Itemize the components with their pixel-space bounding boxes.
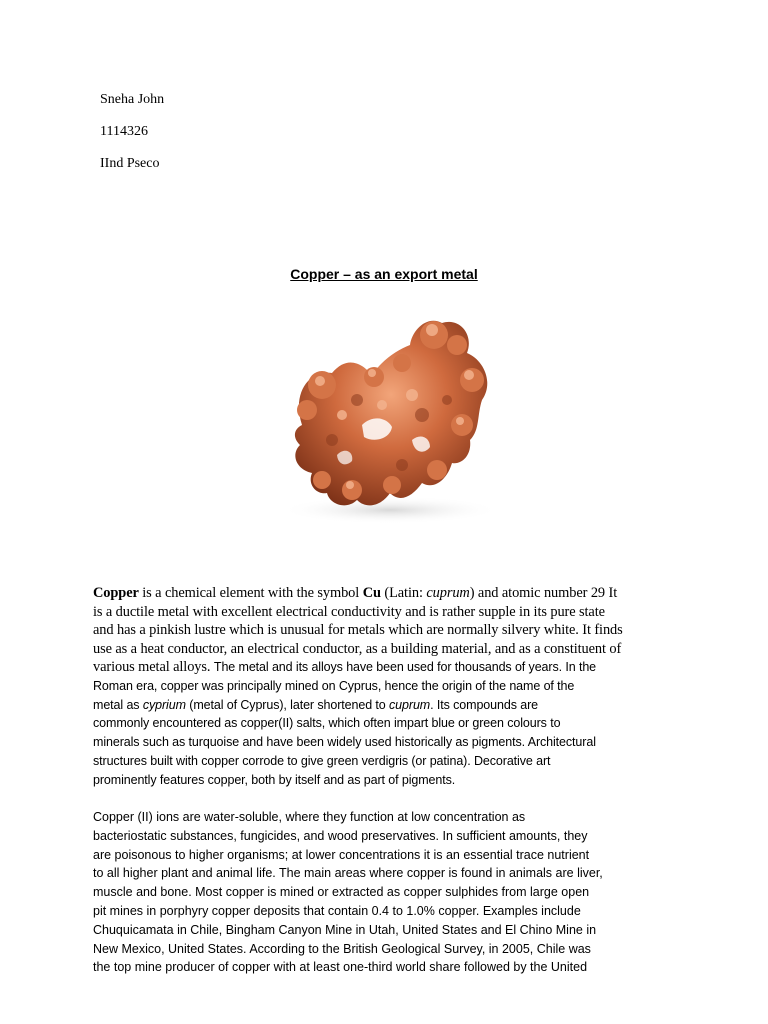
paragraph2-line-6: pit mines in porphyry copper deposits that contain 0.4 to 1.0% copper. Examples include xyxy=(93,903,581,918)
paragraph1-line-5 xyxy=(93,658,683,677)
student-id: 1114326 xyxy=(100,124,148,139)
text-span: various metal alloys. xyxy=(93,659,214,675)
paragraph1-line-4: use as a heat conductor, an electrical conductor, as a building material, and as a constituent of xyxy=(93,640,622,657)
italic-cuprum: cuprum xyxy=(389,697,431,712)
author-name: Sneha John xyxy=(100,92,165,107)
paragraph1-line-1 xyxy=(93,584,683,603)
paragraph1-line-11: prominently features copper, both by itself and as part of pigments. xyxy=(93,772,456,787)
paragraph2-line-2: bacteriostatic substances, fungicides, and wood preservatives. In sufficient amounts, they xyxy=(93,828,588,843)
class-name: IInd Pseco xyxy=(100,156,160,171)
paragraph-copper-ions xyxy=(93,808,683,977)
text-span: is a chemical element with the symbol xyxy=(138,585,363,601)
paragraph2-line-9: the top mine producer of copper with at least one-third world share followed by the United xyxy=(93,960,588,975)
paragraph2-line-5: muscle and bone. Most copper is mined or extracted as copper sulphides from large open xyxy=(93,885,590,900)
text-span: The metal and its alloys have been used for thousands of years. In the xyxy=(213,660,597,674)
symbol-cu: Cu xyxy=(362,585,381,601)
text-span: . Its compounds are xyxy=(430,697,539,712)
text-span: (metal of Cyprus), later shortened to xyxy=(185,697,390,712)
text-span: ) and atomic number 29 It xyxy=(469,585,618,601)
paragraph-copper-intro xyxy=(93,584,683,790)
text-span: metal as xyxy=(93,697,143,712)
document-title: Copper – as an export metal xyxy=(290,266,478,282)
paragraph2-line-4: to all higher plant and animal life. The main areas where copper is found in animals are liver, xyxy=(93,866,603,881)
paragraph2-line-1: Copper (II) ions are water-soluble, where they function at low concentration as xyxy=(93,810,526,824)
paragraph1-line-7 xyxy=(93,696,683,715)
paragraph2-line-8: New Mexico, United States. According to the British Geological Survey, in 2005, Chile was xyxy=(93,941,591,956)
paragraph1-line-8: commonly encountered as copper(II) salts, which often impart blue or green colours to xyxy=(93,716,561,731)
paragraph1-line-9: minerals such as turquoise and have been widely used historically as pigments. Architectural xyxy=(93,735,596,750)
italic-cyprium: cyprium xyxy=(142,697,186,712)
term-copper: Copper xyxy=(93,585,139,601)
latin-cuprum: cuprum xyxy=(426,585,470,601)
paragraph2-line-3: are poisonous to higher organisms; at lower concentrations it is an essential trace nutrient xyxy=(93,847,590,862)
paragraph1-line-2: is a ductile metal with excellent electrical conductivity and is rather supple in its pure state xyxy=(93,603,605,620)
paragraph1-line-3: and has a pinkish lustre which is unusual for metals which are normally silvery white. It finds xyxy=(93,622,623,638)
paragraph1-line-6: Roman era, copper was principally mined on Cyprus, hence the origin of the name of the xyxy=(93,678,575,693)
copper-nugget-image xyxy=(262,305,512,530)
paragraph1-line-10: structures built with copper corrode to give green verdigris (or patina). Decorative art xyxy=(93,753,551,768)
paragraph2-line-7: Chuquicamata in Chile, Bingham Canyon Mine in Utah, United States and El Chino Mine in xyxy=(93,922,597,937)
text-span: (Latin: xyxy=(380,585,427,601)
